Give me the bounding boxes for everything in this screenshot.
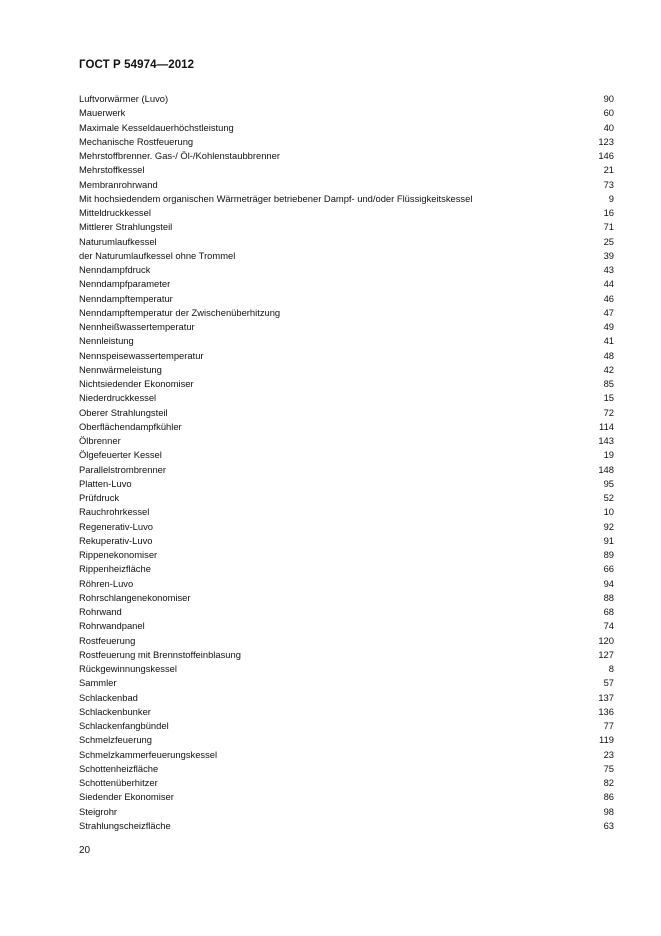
index-page-ref: 63	[603, 819, 614, 831]
index-term: Oberflächendampfkühler	[79, 420, 182, 432]
index-page-ref: 57	[603, 677, 614, 689]
index-term: Mitteldruckkessel	[79, 207, 151, 218]
index-term: Rippenekonomiser	[79, 549, 158, 560]
index-term: Mit hochsiedendem organischen Wärmeträger betriebener Dampf- und/oder Flüssigkeitskessel	[79, 192, 473, 204]
index-term: Rohrschlangenekonomiser	[79, 591, 191, 603]
index-entry	[79, 263, 614, 277]
index-entry	[79, 477, 614, 491]
index-term: Schottenüberhitzer	[79, 777, 158, 788]
index-term: Naturumlaufkessel	[79, 235, 157, 247]
index-page-ref: 9	[608, 192, 614, 204]
index-term: Luftvorwärmer (Luvo)	[79, 93, 169, 104]
index-term: Nenndampfdruck	[79, 264, 151, 275]
index-page-ref: 95	[603, 477, 614, 489]
index-term: Nennleistung	[79, 335, 134, 347]
index-entry	[79, 349, 614, 363]
index-term: der Naturumlaufkessel ohne Trommel	[79, 249, 236, 261]
index-term: Nennwärmeleistung	[79, 363, 162, 375]
index-entry	[79, 719, 614, 733]
index-entry	[79, 463, 614, 477]
document-header	[79, 59, 194, 71]
index-page-ref: 42	[603, 363, 614, 375]
index-page-ref: 15	[603, 392, 614, 404]
index-page-ref: 75	[603, 762, 614, 774]
index-page-ref: 48	[603, 349, 614, 361]
index-page-ref: 52	[603, 492, 614, 503]
index-page-ref: 123	[598, 135, 614, 147]
index-entry	[79, 391, 614, 405]
index-entry	[79, 748, 614, 762]
index-entry	[79, 106, 614, 120]
index-term: Sammler	[79, 677, 117, 689]
index-page-ref: 90	[603, 93, 614, 104]
index-page-ref: 89	[603, 549, 614, 560]
index-term: Nenndampftemperatur	[79, 292, 173, 304]
index-page-ref: 21	[603, 164, 614, 176]
index-page-ref: 127	[598, 648, 614, 660]
index-page-ref: 77	[603, 720, 614, 731]
index-entry	[79, 662, 614, 676]
index-entry	[79, 605, 614, 619]
index-entry	[79, 548, 614, 562]
index-term: Rekuperativ-Luvo	[79, 534, 153, 546]
index-entry	[79, 206, 614, 220]
index-term: Nennspeisewassertemperatur	[79, 349, 204, 361]
index-entry	[79, 135, 614, 149]
index-entry	[79, 334, 614, 348]
index-entry	[79, 705, 614, 719]
index-term: Niederdruckkessel	[79, 392, 157, 404]
index-entry	[79, 178, 614, 192]
index-page-ref: 40	[603, 121, 614, 133]
index-entry	[79, 448, 614, 462]
index-entry	[79, 235, 614, 249]
index-entry	[79, 363, 614, 377]
index-entry	[79, 249, 614, 263]
index-page-ref: 82	[603, 777, 614, 788]
index-entry	[79, 306, 614, 320]
page-footer	[79, 845, 90, 856]
index-entry	[79, 163, 614, 177]
index-page-ref: 46	[603, 292, 614, 304]
index-page-ref: 71	[603, 221, 614, 233]
index-term: Parallelstrombrenner	[79, 463, 167, 475]
index-page-ref: 114	[599, 420, 614, 432]
index-page-ref: 119	[599, 734, 614, 746]
index-page-ref: 91	[603, 534, 614, 546]
index-term: Rostfeuerung mit Brennstoffeinblasung	[79, 648, 241, 660]
index-term: Nichtsiedender Ekonomiser	[79, 378, 194, 389]
index-term: Platten-Luvo	[79, 477, 132, 489]
index-term: Röhren-Luvo	[79, 577, 134, 589]
index-term: Oberer Strahlungsteil	[79, 406, 168, 418]
index-term: Rauchrohrkessel	[79, 506, 150, 518]
index-page-ref: 8	[608, 663, 614, 674]
index-page-ref: 43	[603, 264, 614, 275]
index-term: Mauerwerk	[79, 107, 126, 119]
index-term: Schlackenbunker	[79, 705, 151, 717]
index-entry	[79, 562, 614, 576]
index-page-ref: 143	[598, 435, 614, 446]
index-page-ref: 92	[603, 520, 614, 532]
index-term: Strahlungscheizfläche	[79, 819, 171, 831]
index-term: Maximale Kesseldauerhöchstleistung	[79, 121, 234, 133]
index-term: Mechanische Rostfeuerung	[79, 135, 194, 147]
index-term: Rohrwandpanel	[79, 620, 145, 632]
index-page-ref: 136	[598, 705, 614, 717]
index-entry	[79, 619, 614, 633]
index-page-ref: 98	[603, 805, 614, 817]
index-entry	[79, 819, 614, 833]
index-page-ref: 148	[598, 463, 614, 475]
index-page-ref: 44	[603, 278, 614, 290]
index-entry	[79, 648, 614, 662]
index-entry	[79, 534, 614, 548]
index-page-ref: 41	[603, 335, 614, 347]
index-entry	[79, 320, 614, 334]
index-entry	[79, 762, 614, 776]
index-term: Rippenheizfläche	[79, 563, 151, 575]
index-page-ref: 74	[603, 620, 614, 632]
index-entry	[79, 292, 614, 306]
index-entry	[79, 520, 614, 534]
index-entry	[79, 505, 614, 519]
index-entry	[79, 691, 614, 705]
index-term: Nenndampftemperatur der Zwischenüberhitzung	[79, 306, 281, 318]
index-page-ref: 137	[598, 691, 614, 703]
index-page-ref: 16	[603, 207, 614, 218]
index-term: Siedender Ekonomiser	[79, 791, 174, 803]
index-entry	[79, 591, 614, 605]
index-page-ref: 85	[603, 378, 614, 389]
index-page-ref: 19	[603, 449, 614, 461]
index-term: Schlackenfangbündel	[79, 720, 169, 731]
index-term: Rückgewinnungskessel	[79, 663, 177, 674]
index-entry	[79, 634, 614, 648]
index-page-ref: 10	[603, 506, 614, 518]
index-term: Schmelzfeuerung	[79, 734, 152, 746]
index-term: Ölgefeuerter Kessel	[79, 449, 162, 461]
index-term: Schlackenbad	[79, 691, 138, 703]
page-number: 20	[79, 845, 91, 856]
index-entry	[79, 733, 614, 747]
index-entry	[79, 406, 614, 420]
index-page-ref: 49	[603, 321, 614, 332]
index-entry	[79, 220, 614, 234]
index-page-ref: 146	[598, 150, 614, 161]
index-term: Steigrohr	[79, 805, 118, 817]
term-index-list	[79, 92, 614, 833]
index-entry	[79, 121, 614, 135]
index-entry	[79, 805, 614, 819]
index-term: Membranrohrwand	[79, 178, 158, 190]
index-term: Mehrstoffbrenner. Gas-/ Öl-/Kohlenstaubbrenner	[79, 150, 280, 161]
index-entry	[79, 277, 614, 291]
index-entry	[79, 434, 614, 448]
index-page-ref: 47	[603, 306, 614, 318]
index-page-ref: 60	[603, 107, 614, 119]
index-term: Rohrwand	[79, 606, 122, 617]
index-term: Schottenheizfläche	[79, 762, 159, 774]
index-entry	[79, 790, 614, 804]
index-term: Nenndampfparameter	[79, 278, 171, 290]
index-term: Mehrstoffkessel	[79, 164, 145, 176]
index-page-ref: 39	[603, 249, 614, 261]
index-page-ref: 68	[603, 606, 614, 617]
index-entry	[79, 92, 614, 106]
index-term: Regenerativ-Luvo	[79, 520, 154, 532]
index-entry	[79, 776, 614, 790]
index-page-ref: 23	[603, 748, 614, 760]
index-page-ref: 120	[598, 634, 614, 646]
index-page-ref: 72	[603, 406, 614, 418]
index-page-ref: 86	[603, 791, 614, 803]
index-term: Mittlerer Strahlungsteil	[79, 221, 173, 233]
index-entry	[79, 420, 614, 434]
index-term: Rostfeuerung	[79, 634, 136, 646]
index-page-ref: 88	[603, 591, 614, 603]
standard-designation: ГОСТ Р 54974—2012	[79, 59, 195, 71]
index-page-ref: 94	[603, 577, 614, 589]
index-entry	[79, 377, 614, 391]
index-entry	[79, 491, 614, 505]
index-page-ref: 25	[603, 235, 614, 247]
index-term: Ölbrenner	[79, 435, 121, 446]
index-term: Nennheißwassertemperatur	[79, 321, 195, 332]
index-entry	[79, 577, 614, 591]
index-term: Schmelzkammerfeuerungskessel	[79, 748, 218, 760]
index-entry	[79, 149, 614, 163]
index-page-ref: 66	[603, 563, 614, 575]
index-page-ref: 73	[603, 178, 614, 190]
index-term: Prüfdruck	[79, 492, 120, 503]
index-entry	[79, 676, 614, 690]
index-entry	[79, 192, 614, 206]
